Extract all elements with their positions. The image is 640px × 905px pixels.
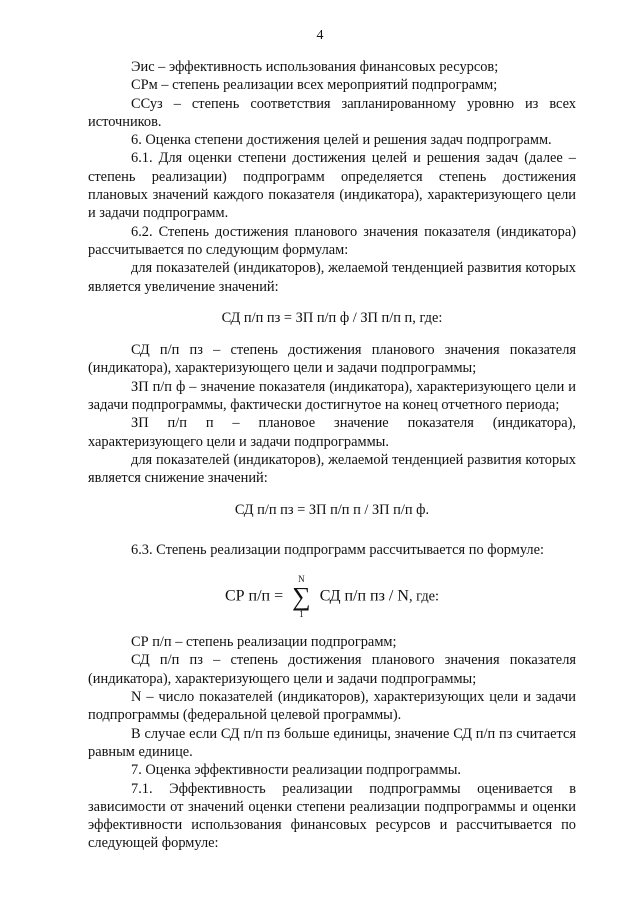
paragraph-6-1: 6.1. Для оценки степени достижения целей и решения задач (далее – степень реализации) подпрограмм определяется степень достижения плановых значений каждого показателя (индикатора), характеризующего цели и задачи подпрограмм. — [88, 150, 576, 222]
spacer — [88, 533, 576, 541]
definition-sd-pz: СД п/п пз – степень достижения планового значения показателя (индикатора), характеризующего цели и задачи подпрограммы; — [88, 342, 576, 377]
definition-n: N – число показателей (индикаторов), характеризующих цели и задачи подпрограммы (федеральной целевой программы). — [88, 689, 576, 724]
definition-zp-p: ЗП п/п п – плановое значение показателя (индикатора), характеризующего цели и задачи подпрограммы. — [88, 415, 576, 450]
paragraph-7-1: 7.1. Эффективность реализации подпрограммы оценивается в зависимости от значений оценки степени реализации подпрограммы и оценки эффективности использования финансовых ресурсов и рассчитывается по следующей формуле: — [88, 780, 576, 852]
paragraph-decrease: для показателей (индикаторов), желаемой тенденцией развития которых является снижение значений: — [88, 451, 576, 487]
formula-sum-tail: , где: — [408, 588, 440, 605]
section-6-heading: 6. Оценка степени достижения целей и решения задач подпрограмм. — [131, 132, 552, 149]
formula-decrease: СД п/п пз = ЗП п/п п / ЗП п/п ф. — [234, 501, 430, 518]
paragraph-increase: для показателей (индикаторов), желаемой тенденцией развития которых является увеличение значений: — [88, 260, 576, 295]
definition-ssuz: ССуз – степень соответствия запланированному уровню из всех источников. — [88, 95, 576, 130]
sum-upper-limit: N — [298, 574, 305, 585]
definition-zp-f: ЗП п/п ф – значение показателя (индикатора), характеризующего цели и задачи подпрограммы, фактически достигнутое на конец отчетного периода; — [88, 378, 576, 414]
page-number: 4 — [316, 28, 324, 43]
definition-srm: СРм – степень реализации всех мероприятий подпрограмм; — [131, 77, 498, 94]
paragraph-6-2: 6.2. Степень достижения планового значения показателя (индикатора) рассчитывается по следующим формулам: — [88, 223, 576, 258]
sum-symbol-block — [292, 575, 311, 619]
paragraph-6-3: 6.3. Степень реализации подпрограмм рассчитывается по формуле: — [131, 541, 544, 558]
section-7-heading: 7. Оценка эффективности реализации подпрограммы. — [131, 762, 461, 779]
sum-lower-limit: 1 — [299, 609, 304, 620]
definition-eis: Эис – эффективность использования финансовых ресурсов; — [131, 59, 499, 75]
definition-sr: СР п/п – степень реализации подпрограмм; — [131, 634, 397, 651]
formula-sum-right: СД п/п пз / N — [319, 587, 409, 605]
formula-increase: СД п/п пз = ЗП п/п ф / ЗП п/п п, где: — [221, 309, 443, 326]
definition-sd-pz-2: СД п/п пз – степень достижения планового значения показателя (индикатора), характеризующего цели и задачи подпрограммы; — [88, 652, 576, 687]
formula-sum — [88, 575, 576, 619]
paragraph-sd-cap: В случае если СД п/п пз больше единицы, значение СД п/п пз считается равным единице. — [88, 725, 576, 760]
page-body — [88, 58, 576, 853]
sigma-symbol: ∑ — [292, 582, 311, 612]
formula-sum-left: СР п/п = — [224, 587, 284, 605]
